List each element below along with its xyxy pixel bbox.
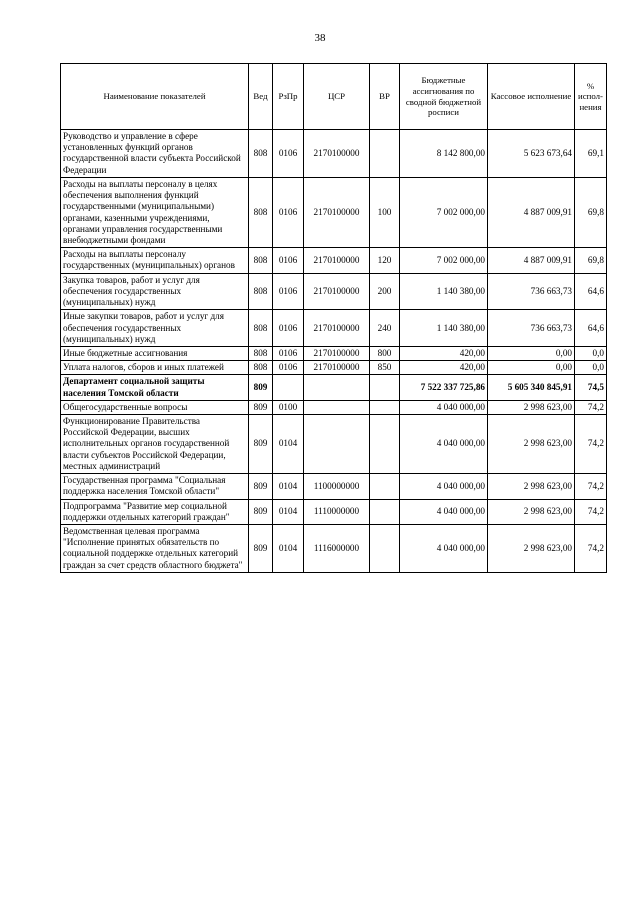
cell-csr: [304, 415, 370, 474]
table-row: [61, 273, 607, 310]
cell-ved: 808: [249, 361, 273, 375]
cell-csr: 2170100000: [304, 273, 370, 310]
table-row: [61, 375, 607, 400]
cell-executed: 2 998 623,00: [488, 499, 575, 524]
cell-vr: 800: [370, 346, 400, 360]
cell-rzpr: 0104: [273, 499, 304, 524]
cell-executed: 2 998 623,00: [488, 525, 575, 573]
cell-rzpr: 0106: [273, 177, 304, 247]
cell-executed: 2 998 623,00: [488, 415, 575, 474]
cell-assigned: 1 140 380,00: [400, 273, 488, 310]
cell-name: Ведомственная целевая программа "Исполнение принятых обязательств по социальной поддержке отдельных категорий граждан за счет средств областного бюджета": [61, 525, 249, 573]
cell-percent: 74,2: [575, 499, 607, 524]
cell-csr: 2170100000: [304, 361, 370, 375]
cell-percent: 74,2: [575, 525, 607, 573]
cell-name: Расходы на выплаты персоналу государственных (муниципальных) органов: [61, 248, 249, 273]
cell-executed: 4 887 009,91: [488, 248, 575, 273]
cell-name: Функционирование Правительства Российской Федерации, высших исполнительных органов государственной власти субъектов Российской Федерации, местных администраций: [61, 415, 249, 474]
table-row: [61, 361, 607, 375]
header-vr: ВР: [370, 64, 400, 130]
cell-executed: 2 998 623,00: [488, 400, 575, 414]
cell-vr: [370, 525, 400, 573]
cell-ved: 808: [249, 130, 273, 178]
cell-executed: 5 605 340 845,91: [488, 375, 575, 400]
cell-ved: 808: [249, 310, 273, 347]
cell-percent: 0,0: [575, 361, 607, 375]
cell-csr: 2170100000: [304, 248, 370, 273]
cell-rzpr: 0104: [273, 525, 304, 573]
cell-ved: 809: [249, 525, 273, 573]
cell-percent: 69,1: [575, 130, 607, 178]
cell-vr: 200: [370, 273, 400, 310]
cell-assigned: 7 522 337 725,86: [400, 375, 488, 400]
table-row: [61, 310, 607, 347]
cell-ved: 808: [249, 273, 273, 310]
cell-ved: 809: [249, 474, 273, 499]
table-row: [61, 499, 607, 524]
cell-vr: [370, 400, 400, 414]
cell-percent: 74,2: [575, 474, 607, 499]
cell-rzpr: 0106: [273, 361, 304, 375]
cell-ved: 809: [249, 400, 273, 414]
cell-name: Общегосударственные вопросы: [61, 400, 249, 414]
cell-name: Иные бюджетные ассигнования: [61, 346, 249, 360]
cell-rzpr: 0104: [273, 415, 304, 474]
cell-rzpr: 0106: [273, 346, 304, 360]
cell-vr: 850: [370, 361, 400, 375]
cell-name: Руководство и управление в сфере установленных функций органов государственной власти субъекта Российской Федерации: [61, 130, 249, 178]
table-body: [61, 130, 607, 573]
cell-percent: 74,5: [575, 375, 607, 400]
cell-assigned: 420,00: [400, 361, 488, 375]
cell-name: Государственная программа "Социальная поддержка населения Томской области": [61, 474, 249, 499]
cell-csr: 2170100000: [304, 130, 370, 178]
budget-table: [60, 63, 607, 573]
cell-percent: 74,2: [575, 415, 607, 474]
header-assigned: Бюджетные ассигнования по сводной бюджетной росписи: [400, 64, 488, 130]
cell-percent: 69,8: [575, 177, 607, 247]
cell-ved: 809: [249, 375, 273, 400]
cell-name: Уплата налогов, сборов и иных платежей: [61, 361, 249, 375]
cell-csr: [304, 400, 370, 414]
table-row: [61, 346, 607, 360]
cell-rzpr: [273, 375, 304, 400]
header-ved: Вед: [249, 64, 273, 130]
cell-percent: 64,6: [575, 310, 607, 347]
cell-assigned: 4 040 000,00: [400, 474, 488, 499]
cell-executed: 736 663,73: [488, 273, 575, 310]
cell-vr: [370, 474, 400, 499]
table-row: [61, 400, 607, 414]
cell-csr: 1116000000: [304, 525, 370, 573]
cell-ved: 808: [249, 177, 273, 247]
table-row: [61, 415, 607, 474]
cell-csr: 1100000000: [304, 474, 370, 499]
cell-ved: 808: [249, 248, 273, 273]
cell-assigned: 4 040 000,00: [400, 400, 488, 414]
cell-ved: 809: [249, 499, 273, 524]
table-row: [61, 177, 607, 247]
cell-name: Подпрограмма "Развитие мер социальной поддержки отдельных категорий граждан": [61, 499, 249, 524]
cell-vr: 120: [370, 248, 400, 273]
cell-percent: 0,0: [575, 346, 607, 360]
cell-assigned: 7 002 000,00: [400, 177, 488, 247]
cell-rzpr: 0106: [273, 130, 304, 178]
cell-assigned: 4 040 000,00: [400, 499, 488, 524]
cell-assigned: 4 040 000,00: [400, 415, 488, 474]
cell-percent: 74,2: [575, 400, 607, 414]
cell-percent: 69,8: [575, 248, 607, 273]
cell-assigned: 8 142 800,00: [400, 130, 488, 178]
cell-assigned: 420,00: [400, 346, 488, 360]
cell-vr: [370, 415, 400, 474]
cell-executed: 5 623 673,64: [488, 130, 575, 178]
cell-vr: [370, 375, 400, 400]
cell-executed: 736 663,73: [488, 310, 575, 347]
page-number: 38: [314, 32, 326, 44]
cell-rzpr: 0106: [273, 248, 304, 273]
cell-executed: 0,00: [488, 361, 575, 375]
cell-vr: 100: [370, 177, 400, 247]
cell-executed: 0,00: [488, 346, 575, 360]
cell-assigned: 4 040 000,00: [400, 525, 488, 573]
cell-rzpr: 0106: [273, 273, 304, 310]
cell-name: Расходы на выплаты персоналу в целях обеспечения выполнения функций государственными (муниципальными) органами, казенными учреждениями, органами управления государственными внебюджетными фондами: [61, 177, 249, 247]
cell-vr: [370, 499, 400, 524]
table-row: [61, 474, 607, 499]
table-row: [61, 525, 607, 573]
cell-csr: 2170100000: [304, 346, 370, 360]
cell-assigned: 1 140 380,00: [400, 310, 488, 347]
cell-rzpr: 0104: [273, 474, 304, 499]
table-row: [61, 130, 607, 178]
cell-name: Иные закупки товаров, работ и услуг для обеспечения государственных (муниципальных) нужд: [61, 310, 249, 347]
header-executed: Кассовое исполнение: [488, 64, 575, 130]
table-header-row: [61, 64, 607, 130]
cell-vr: 240: [370, 310, 400, 347]
cell-csr: 2170100000: [304, 310, 370, 347]
header-name: Наименование показателей: [61, 64, 249, 130]
cell-assigned: 7 002 000,00: [400, 248, 488, 273]
cell-executed: 4 887 009,91: [488, 177, 575, 247]
cell-name: Департамент социальной защиты населения Томской области: [61, 375, 249, 400]
cell-rzpr: 0106: [273, 310, 304, 347]
cell-csr: 2170100000: [304, 177, 370, 247]
cell-executed: 2 998 623,00: [488, 474, 575, 499]
cell-ved: 809: [249, 415, 273, 474]
header-csr: ЦСР: [304, 64, 370, 130]
header-rzpr: РзПр: [273, 64, 304, 130]
cell-csr: [304, 375, 370, 400]
cell-percent: 64,6: [575, 273, 607, 310]
cell-ved: 808: [249, 346, 273, 360]
cell-vr: [370, 130, 400, 178]
cell-name: Закупка товаров, работ и услуг для обеспечения государственных (муниципальных) нужд: [61, 273, 249, 310]
table-row: [61, 248, 607, 273]
cell-csr: 1110000000: [304, 499, 370, 524]
header-percent: % испол-нения: [575, 64, 607, 130]
cell-rzpr: 0100: [273, 400, 304, 414]
